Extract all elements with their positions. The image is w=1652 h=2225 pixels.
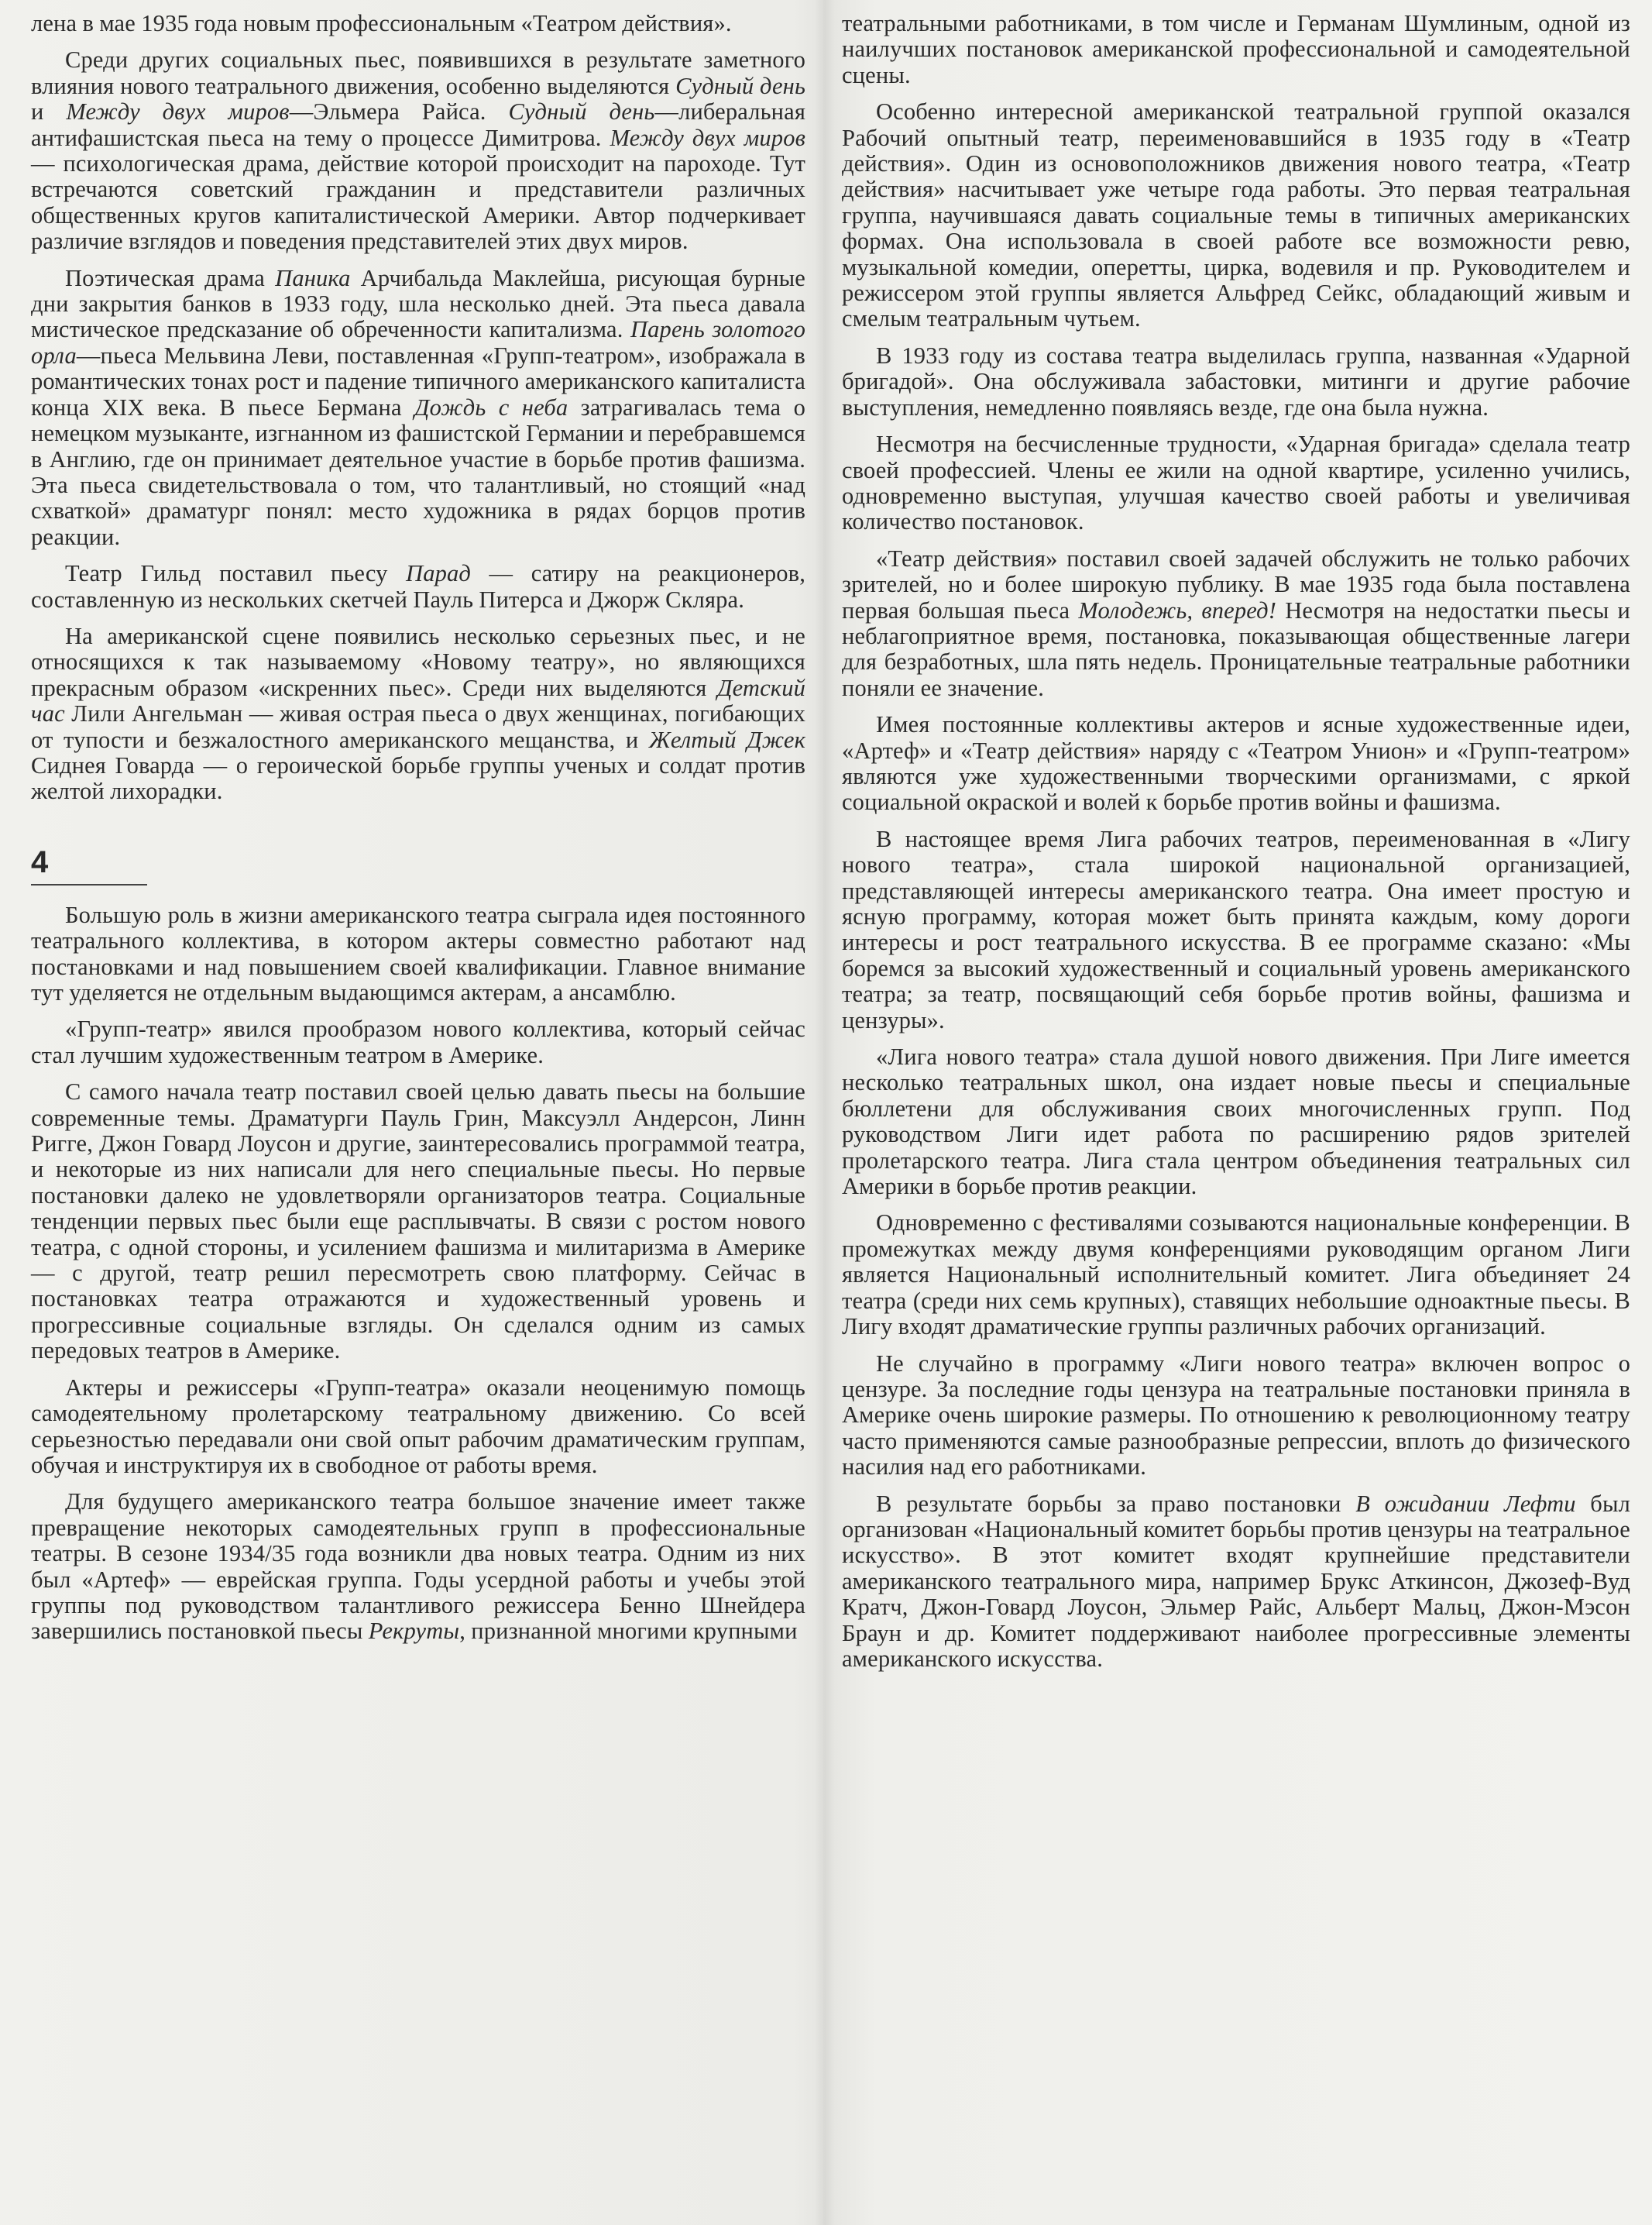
paragraph: Одновременно с фестивалями созываются национальные конференции. В промежутках между двумя конференциями руководящим органом Лиги является Национальный исполнительный комитет. Лига объединяет 24 театра (среди них семь крупных), ставящих небольшие одноактные пьесы. В Лигу входят драматические группы различных рабочих организаций. [842, 1209, 1630, 1340]
paragraph: «Групп-театр» явился прообразом нового коллектива, который сейчас стал лучшим художественным театром в Америке. [31, 1016, 805, 1068]
section-divider [31, 884, 147, 886]
paragraph: Не случайно в программу «Лиги нового театра» включен вопрос о цензуре. За последние годы цензура на театральные постановки приняла в Америке очень широкие размеры. По отношению к революционному театру часто применяются самые разнообразные репрессии, вплоть до физического насилия над его работниками. [842, 1350, 1630, 1480]
left-column [31, 11, 805, 1656]
play-title: Паника [275, 264, 351, 291]
paragraph: Особенно интересной американской театральной группой оказался Рабочий опытный театр, переименовавшийся в 1935 году в «Театр действия». Один из основоположников движения нового театра, «Театр действия» насчитывает уже четыре года работы. Это первая театральная группа, научившаяся давать социальные темы в типичных американских формах. Она использовала в своей работе все возможности ревю, музыкальной комедии, оперетты, цирка, водевиля и пр. Руководителем и режиссером этой группы является Альфред Сейкс, обладающий живым и смелым театральным чутьем. [842, 98, 1630, 332]
play-title: Судный день [508, 98, 655, 126]
paragraph: Среди других социальных пьес, появившихся в результате заметного влияния нового театрального движения, особенно выделяются Судный день и Между двух миров—Эльмера Райса. Судный день—либеральная антифашистская пьеса на тему о процессе Димитрова. Между двух миров — психологическая драма, действие которой происходит на пароходе. Тут встречаются советский гражданин и представители различных общественных кругов капиталистической Америки. Автор подчеркивает различие взглядов и поведения представителей этих двух миров. [31, 46, 805, 255]
paragraph: лена в мае 1935 года новым профессиональным «Театром действия». [31, 10, 732, 36]
paragraph: На американской сцене появились несколько серьезных пьес, и не относящихся к так называемому «Новому театру», но являющихся прекрасным образом «искренних пьес». Среди них выделяются Детский час Лили Ангельман — живая острая пьеса о двух женщинах, погибающих от тупости и безжалостного американского мещанства, и Желтый Джек Сиднея Говарда — о героической борьбе группы ученых и солдат против желтой лихорадки. [31, 622, 805, 805]
paragraph: Театр Гильд поставил пьесу Парад — сатиру на реакционеров, составленную из нескольких скетчей Пауль Питерса и Джорж Скляра. [31, 560, 805, 613]
paragraph: Для будущего американского театра большое значение имеет также превращение некоторых самодеятельных групп в профессиональные театры. В сезоне 1934/35 года возникли два новых театра. Одним из них был «Артеф» — еврейская группа. Годы усердной работы и учебы этой группы под руководством талантливого режиссера Бенно Шнейдера завершились постановкой пьесы Рекруты, признанной многими крупными [31, 1488, 805, 1645]
paragraph: театральными работниками, в том числе и Германам Шумлиным, одной из наилучших постановок американской профессиональной и самодеятельной сцены. [842, 10, 1630, 88]
paragraph: «Лига нового театра» стала душой нового движения. При Лиге имеется несколько театральных школ, она издает новые пьесы и специальные бюллетени для обслуживания своих многочисленных групп. Под руководством Лиги идет работа по расширению рядов зрителей пролетарского театра. Лига стала центром объединения театральных сил Америки в борьбе против реакции. [842, 1044, 1630, 1200]
play-title: Парень золотого орла [31, 316, 805, 369]
column-gutter [815, 0, 835, 2225]
right-column [842, 11, 1630, 1683]
section-number: 4 [31, 844, 49, 879]
play-title: Детский час [31, 674, 805, 727]
paragraph: Большую роль в жизни американского театра сыграла идея постоянного театрального коллектива, в котором актеры совместно работают над постановками и над повышением своей квалификации. Главное внимание тут уделяется не отдельным выдающимся актерам, а ансамблю. [31, 901, 805, 1006]
play-title: Рекруты [368, 1618, 460, 1645]
paragraph: Поэтическая драма Паника Арчибальда Маклейша, рисующая бурные дни закрытия банков в 1933 году, шла несколько дней. Эта пьеса давала мистическое предсказание об обреченности капитализма. Парень золотого орла—пьеса Мельвина Леви, поставленная «Групп-театром», изображала в романтических тонах рост и падение типичного американского капиталиста конца XIX века. В пьесе Бермана Дождь с неба затрагивалась тема о немецком музыканте, изгнанном из фашистской Германии и перебравшемся в Англию, где он принимает деятельное участие в борьбе против фашизма. Эта пьеса свидетельствовала о том, что талантливый, но стоящий «над схваткой» драматург понял: место художника в рядах борцов против реакции. [31, 264, 805, 550]
play-title: В ожидании Лефти [1355, 1490, 1576, 1517]
paragraph: С самого начала театр поставил своей целью давать пьесы на большие современные темы. Драматурги Пауль Грин, Максуэлл Андерсон, Линн Ригге, Джон Говард Лоусон и другие, заинтересовались программой театра, и некоторые из них написали для него специальные пьесы. Но первые постановки далеко не удовлетворяли организаторов театра. Социальные тенденции первых пьес были еще расплывчаты. В связи с ростом нового театра, с одной стороны, и усилением фашизма и милитаризма в Америке — с другой, театр решил пересмотреть свою платформу. Сейчас в постановках театра отражаются и художественный уровень и прогрессивные социальные взгляды. Он сделался одним из самых передовых театров в Америке. [31, 1078, 805, 1364]
play-title: Судный день [675, 72, 805, 99]
paragraph: Несмотря на бесчисленные трудности, «Ударная бригада» сделала театр своей профессией. Члены ее жили на одной квартире, усиленно учились, одновременно выступая, улучшая качество своей работы и увеличивая количество постановок. [842, 431, 1630, 535]
paragraph: В настоящее время Лига рабочих театров, переименованная в «Лигу нового театра», стала широкой национальной организацией, представляющей интересы американского театра. Она имеет простую и ясную программу, которая может быть принята каждым, кому дороги интересы и рост театрального искусства. В ее программе сказано: «Мы боремся за высокий художественный и социальный уровень американского театра; за театр, посвящающий себя борьбе против войны, фашизма и цензуры». [842, 825, 1630, 1033]
paragraph: В результате борьбы за право постановки В ожидании Лефти был организован «Национальный комитет борьбы против цензуры на театральное искусство». В этот комитет входят крупнейшие представители американского театрального мира, например Брукс Аткинсон, Джозеф-Вуд Кратч, Джон-Говард Лоусон, Эльмер Райс, Альберт Мальц, Джон-Мэсон Браун и др. Комитет поддерживают наиболее прогрессивные элементы американского искусства. [842, 1490, 1630, 1672]
paragraph: «Театр действия» поставил своей задачей обслужить не только рабочих зрителей, но и более широкую публику. В мае 1935 года была поставлена первая большая пьеса Молодежь, вперед! Несмотря на недостатки пьесы и неблагоприятное время, постановка, показывающая общественные лагери для безработных, шла пять недель. Проницательные театральные работники поняли ее значение. [842, 545, 1630, 701]
play-title: Парад [406, 560, 472, 587]
play-title: Молодежь, вперед! [1078, 597, 1277, 624]
play-title: Между двух миров [66, 98, 290, 126]
play-title: Желтый Джек [648, 726, 805, 753]
play-title: Дождь с неба [414, 394, 568, 421]
play-title: Между двух миров [610, 124, 805, 151]
paragraph: В 1933 году из состава театра выделилась группа, названная «Ударной бригадой». Она обслуживала забастовки, митинги и другие рабочие выступления, немедленно появляясь везде, где она была нужна. [842, 342, 1630, 421]
paragraph: Актеры и режиссеры «Групп-театра» оказали неоценимую помощь самодеятельному пролетарскому театральному движению. Со всей серьезностью передавали они свой опыт рабочим драматическим группам, обучая и инструктируя их в свободное от работы время. [31, 1374, 805, 1478]
paragraph: Имея постоянные коллективы актеров и ясные художественные идеи, «Артеф» и «Театр действия» наряду с «Театром Унион» и «Групп-театром» являются уже художественными творческими организмами, с яркой социальной окраской и волей к борьбе против войны и фашизма. [842, 711, 1630, 816]
